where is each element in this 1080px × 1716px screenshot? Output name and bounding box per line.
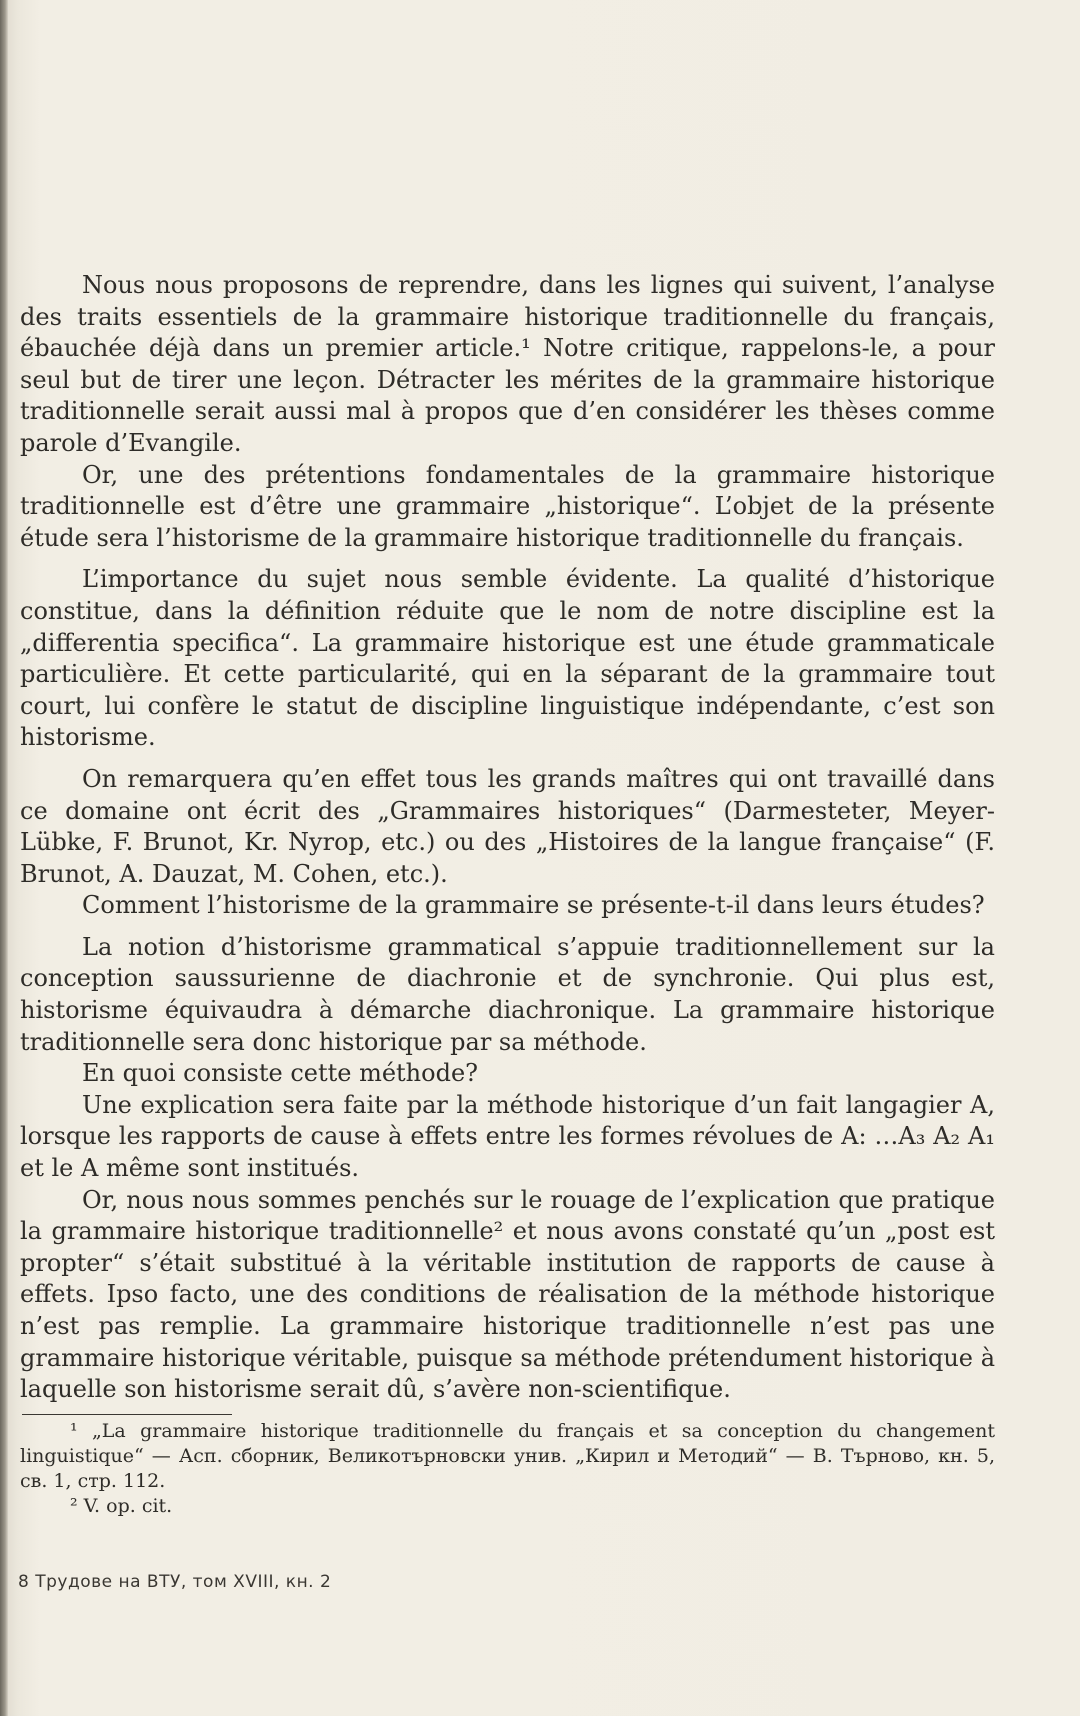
paragraph: En quoi consiste cette méthode? (82, 1059, 479, 1088)
paragraph: Or, nous nous sommes penchés sur le rouage de l’explication que pratique la grammaire historique traditionnelle² et nous avons constaté qu’un „post est propter“ s’était substitué à la véritable institution de rapports de cause à effets. Ipso facto, une des conditions de réalisation de la méthode historique n’est pas remplie. La grammaire historique traditionnelle n’est pas une grammaire historique véritable, puisque sa méthode prétendument historique à laquelle son historisme serait dû, s’avère non-scientifique. (20, 1185, 995, 1404)
paragraph: On remarquera qu’en effet tous les grands maîtres qui ont travaillé dans ce domaine ont écrit des „Grammaires historiques“ (Darmesteter, Meyer-Lübke, F. Brunot, Kr. Nyrop, etc.) ou des „Histoires de la langue française“ (F. Brunot, A. Dauzat, M. Cohen, etc.). (20, 764, 995, 888)
printer-signature: 8 Трудове на ВТУ, том XVIII, кн. 2 (18, 1572, 332, 1592)
paragraph: Comment l’historisme de la grammaire se présente-t-il dans leurs études? (82, 891, 985, 920)
footnote: ¹ „La grammaire historique traditionnelle du français et sa conception du changement linguistique“ — Асп. сборник, Великотърновски унив. „Кирил и Методий“ — В. Търново, кн. 5, св. 1, стр. 112. (20, 1419, 995, 1492)
footnotes (20, 1419, 995, 1519)
main-text (20, 270, 995, 1519)
footnote-divider (22, 1414, 232, 1415)
paragraph: L’importance du sujet nous semble évidente. La qualité d’historique constitue, dans la définition réduite que le nom de notre discipline est la „differentia specifica“. La grammaire historique est une étude grammaticale particulière. Et cette particularité, qui en la séparant de la grammaire tout court, lui confère le statut de discipline linguistique indépendante, c’est son historisme. (20, 565, 995, 752)
book-binding-edge (0, 0, 8, 1716)
paragraph: La notion d’historisme grammatical s’appuie traditionnellement sur la conception saussurienne de diachronie et de synchronie. Qui plus est, historisme équivaudra à démarche diachronique. La grammaire historique traditionnelle sera donc historique par sa méthode. (20, 932, 995, 1056)
footnote: ² V. op. cit. (70, 1494, 173, 1517)
paragraph: Nous nous proposons de reprendre, dans les lignes qui suivent, l’analyse des traits essentiels de la grammaire historique traditionnelle du français, ébauchée déjà dans un premier article.¹ Notre critique, rappelons-le, a pour seul but de tirer une leçon. Détracter les mérites de la grammaire historique traditionnelle serait aussi mal à propos que d’en considérer les thèses comme parole d’Evangile. (20, 271, 995, 457)
paragraph: Or, une des prétentions fondamentales de la grammaire historique traditionnelle est d’être une grammaire „historique“. L’objet de la présente étude sera l’historisme de la grammaire historique traditionnelle du français. (20, 460, 995, 552)
paragraph: Une explication sera faite par la méthode historique d’un fait langagier A, lorsque les rapports de cause à effets entre les formes révolues de A: …A₃ A₂ A₁ et le A même sont institués. (20, 1090, 995, 1183)
